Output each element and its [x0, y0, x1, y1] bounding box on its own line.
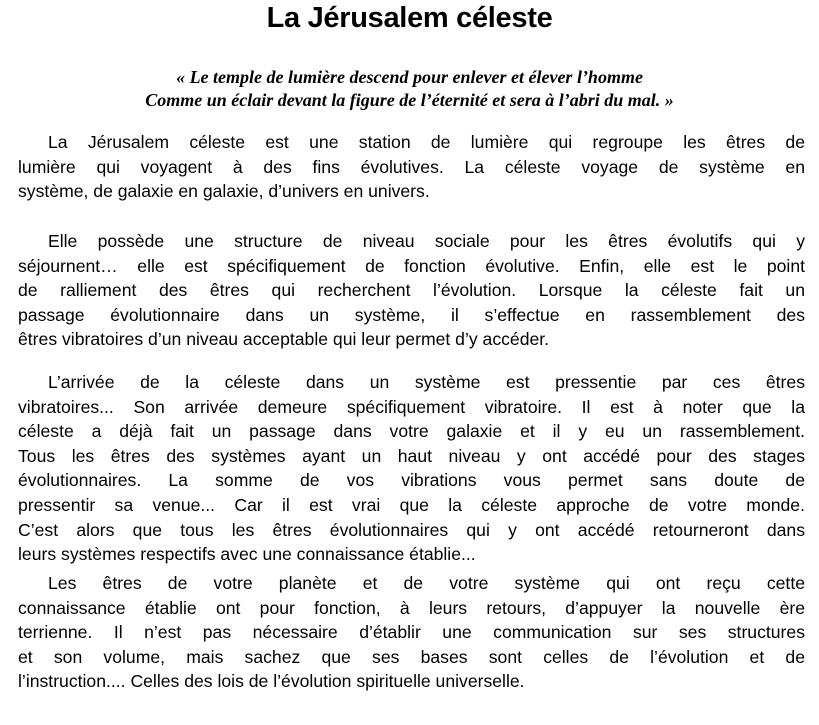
paragraph-line: terrienne. Il n’est pas nécessaire d’établir une communication sur ses structures: [18, 622, 805, 643]
paragraph-2: [18, 229, 805, 352]
paragraph-line: êtres vibratoires d’un niveau acceptable qui leur permet d’y accéder.: [18, 329, 550, 350]
paragraph-line: Tous les êtres des systèmes ayant un haut niveau y ont accédé pour des stages: [18, 445, 805, 466]
paragraph-line: et son volume, mais sachez que ses bases sont celles de l’évolution et de: [18, 646, 805, 667]
quote-line: Comme un éclair devant la figure de l’éternité et sera à l’abri du mal. »: [145, 90, 674, 110]
paragraph-1: [18, 130, 805, 204]
paragraph-line: Elle possède une structure de niveau sociale pour les êtres évolutifs qui y: [48, 231, 805, 251]
paragraph-line: C’est alors que tous les êtres évolutionnaires qui y ont accédé retourneront dans: [18, 519, 805, 540]
paragraph-line: La Jérusalem céleste est une station de lumière qui regroupe les êtres de: [48, 132, 805, 152]
paragraph-line: de ralliement des êtres qui recherchent l’évolution. Lorsque la céleste fait un: [18, 280, 805, 301]
paragraph-3: [18, 370, 805, 567]
paragraph-line: L’arrivée de la céleste dans un système est pressentie par ces êtres: [48, 372, 805, 392]
paragraph-line: connaissance établie ont pour fonction, à leurs retours, d’appuyer la nouvelle ère: [18, 597, 805, 618]
paragraph-line: lumière qui voyagent à des fins évolutives. La céleste voyage de système en: [18, 156, 805, 177]
paragraph-line: Les êtres de votre planète et de votre système qui ont reçu cette: [48, 573, 805, 593]
paragraph-line: passage évolutionnaire dans un système, il s’effectue en rassemblement des: [18, 304, 805, 325]
paragraph-line: pressentir sa venue... Car il est vrai que la céleste approche de votre monde.: [18, 494, 805, 515]
paragraph-line: séjournent… elle est spécifiquement de fonction évolutive. Enfin, elle est le point: [18, 255, 805, 276]
paragraph-line: système, de galaxie en galaxie, d’univers en univers.: [18, 181, 430, 202]
paragraph-4: [18, 571, 805, 694]
quote-line: « Le temple de lumière descend pour enlever et élever l’homme: [176, 67, 643, 87]
paragraph-line: vibratoires... Son arrivée demeure spécifiquement vibratoire. Il est à noter que la: [18, 396, 805, 417]
epigraph-quote: [0, 66, 819, 112]
paragraph-line: céleste a déjà fait un passage dans votre galaxie et il y eu un rassemblement.: [18, 421, 805, 442]
paragraph-line: l’instruction.... Celles des lois de l’évolution spirituelle universelle.: [18, 671, 525, 692]
paragraph-line: évolutionnaires. La somme de vos vibrations vous permet sans doute de: [18, 470, 805, 491]
paragraph-line: leurs systèmes respectifs avec une connaissance établie...: [18, 544, 476, 565]
page-title: La Jérusalem céleste: [266, 2, 553, 34]
